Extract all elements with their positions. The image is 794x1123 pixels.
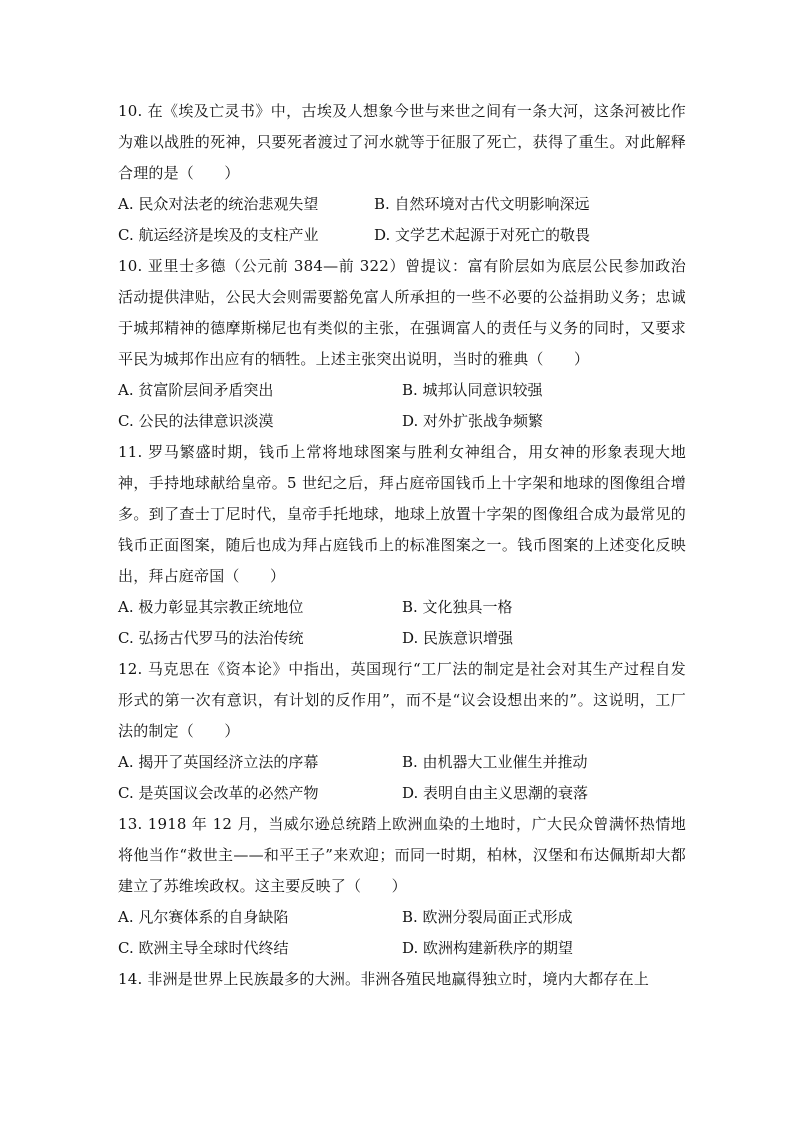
option-a: A. 贫富阶层间矛盾突出 <box>118 381 274 399</box>
option-b: B. 欧洲分裂局面正式形成 <box>402 908 573 926</box>
option-c: C. 公民的法律意识淡漠 <box>118 412 274 430</box>
question-stem: 14. 非洲是世界上民族最多的大洲。非洲各殖民地赢得独立时，境内大都存在上 <box>118 970 650 988</box>
question-stem: 12. 马克思在《资本论》中指出，英国现行“工厂法的制定是社会对其生产过程自发形式的第一次有意识，有计划的反作用”，而不是“议会设想出来的”。这说明，工厂法的制定（ ） <box>118 660 686 740</box>
option-c: C. 弘扬古代罗马的法治传统 <box>118 629 304 647</box>
option-d: D. 欧洲构建新秩序的期望 <box>402 939 574 957</box>
question-block <box>118 251 686 437</box>
option-grid <box>118 592 686 654</box>
option-a: A. 极力彰显其宗教正统地位 <box>118 598 304 616</box>
question-stem: 10. 在《埃及亡灵书》中，古埃及人想象今世与来世之间有一条大河，这条河被比作为难以战胜的死神，只要死者渡过了河水就等于征服了死亡，获得了重生。对此解释合理的是（ ） <box>118 102 686 182</box>
option-a: A. 民众对法老的统治悲观失望 <box>118 195 319 213</box>
option-d: D. 民族意识增强 <box>402 629 514 647</box>
question-stem: 11. 罗马繁盛时期，钱币上常将地球图案与胜利女神组合，用女神的形象表现大地神，手持地球献给皇帝。5 世纪之后，拜占庭帝国钱币上十字架和地球的图像组合增多。到了查士丁尼时代，皇帝手托地球，地球上放置十字架的图像组合成为最常见的钱币正面图案，随后也成为拜占庭钱币上的标准图案之一。钱币图案的上述变化反映出，拜占庭帝国（ ） <box>118 443 686 585</box>
option-a: A. 揭开了英国经济立法的序幕 <box>118 753 319 771</box>
question-stem: 13. 1918 年 12 月，当威尔逊总统踏上欧洲血染的土地时，广大民众曾满怀热情地将他当作“救世主——和平王子”来欢迎；而同一时期，柏林，汉堡和布达佩斯却大都建立了苏维埃政权。这主要反映了（ ） <box>118 815 686 895</box>
question-block <box>118 809 686 964</box>
option-d: D. 表明自由主义思潮的衰落 <box>402 784 589 802</box>
option-grid <box>118 902 686 964</box>
question-block <box>118 964 686 995</box>
option-grid <box>118 747 686 809</box>
option-c: C. 欧洲主导全球时代终结 <box>118 939 289 957</box>
option-b: B. 自然环境对古代文明影响深远 <box>374 195 590 213</box>
option-grid <box>118 189 686 251</box>
option-grid <box>118 375 686 437</box>
option-b: B. 城邦认同意识较强 <box>402 381 543 399</box>
option-b: B. 由机器大工业催生并推动 <box>402 753 588 771</box>
option-b: B. 文化独具一格 <box>402 598 513 616</box>
option-c: C. 是英国议会改革的必然产物 <box>118 784 319 802</box>
question-block <box>118 96 686 251</box>
option-c: C. 航运经济是埃及的支柱产业 <box>118 226 319 244</box>
option-a: A. 凡尔赛体系的自身缺陷 <box>118 908 289 926</box>
option-d: D. 对外扩张战争频繁 <box>402 412 544 430</box>
question-block <box>118 654 686 809</box>
question-block <box>118 437 686 654</box>
question-stem: 10. 亚里士多德（公元前 384—前 322）曾提议：富有阶层如为底层公民参加政治活动提供津贴，公民大会则需要豁免富人所承担的一些不必要的公益捐助义务；忠诚于城邦精神的德摩斯梯尼也有类似的主张，在强调富人的责任与义务的同时，又要求平民为城邦作出应有的牺牲。上述主张突出说明，当时的雅典（ ） <box>118 257 686 368</box>
question-list <box>118 96 686 995</box>
option-d: D. 文学艺术起源于对死亡的敬畏 <box>374 226 591 244</box>
